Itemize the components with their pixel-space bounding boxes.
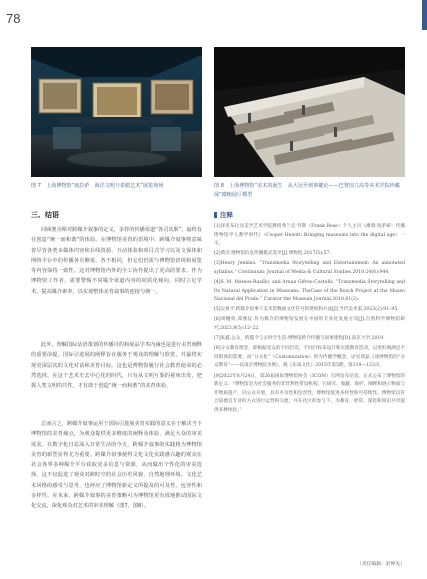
note-item-6: [6]周穗勇,郑燕仪.作为媒介的博物馆发展在中国的专业化发展方向[J].自然科学博物馆研究,2023,8(5):12–22.	[214, 317, 405, 332]
corner-mark	[422, 0, 427, 30]
note-item-2: [2]黄洋.博物馆信息传播模式选评[J].博物馆,2017(5):57.	[214, 251, 331, 257]
note-item-7: [7]张鑫.公众，跨越今与古时空生活:博物馆跨介传播与叙事建构[D].南京大学,2019.	[214, 336, 385, 342]
page-number: 78	[6, 11, 21, 26]
note-item-8: [8]分众教育理念，即根据受众的不同层次，不同目标来设计和实施教育活动，以更好地满足不同群体的需要。而“分众化”（Customization）原为传播学概念。详见郑晶《谈博物馆的“分众教育”——以南京博物院为例》，载《东南文化》2015年第5期，第119—123页。	[214, 346, 405, 369]
figure-7-caption: 图 7 上海博物馆“琉拉萨 海洋文明与希腊艺术”展览现场	[31, 183, 164, 189]
note-item-3: [3]Henry Jenkins. “Transmedia Storytelling and Entertainment: An annotated syllabus.” Continuum: Journal of Media & Cultural Studies,2010,24(6):944.	[214, 261, 405, 275]
note-item-5: [5]吴祖平.跨媒介叙事下美术馆数通文化符号的建构和方法[J].当代美术家,2023(2):91–95.	[214, 307, 399, 313]
note-item-9: [9]2022年8月24日，第26届国际博物馆协会（ICOM）官网发布信息，正式公布了博物馆的新定义：“博物馆是为社会服务的非营利性常设机构，它研究、收藏、保护、阐释和展示物质与非物质遗产，向公众开放，具有可及性和包容性，博物馆促进多样性和可持续性。博物馆以符合道德且专业的方式进行运营和交流，并在社区的参与下，为教育、欣赏、深思和知识共享提供多种体验。”	[214, 373, 405, 413]
notes-list	[214, 223, 405, 417]
figure-8-caption: 图 8 上海博物馆“美术的诞生 从大冠至到事键论——巴黎国立高等美术学院珍藏展”微缩展厅模型	[214, 183, 400, 198]
section-heading: 三、结语	[31, 211, 59, 219]
notes-heading-bar	[214, 212, 217, 218]
note-item-4: [4]S. M. Mateos-Rusillo, and Arnau Gifreu-Castells. “Transmedia Storytelling and Its Natural Application in Museums. TheCase of the Bosch Project at the Museo Nacional del Prado.” Curator the Museum Journal,2018,61(2).	[214, 280, 405, 303]
figure-7-image	[31, 47, 202, 177]
body-paragraph-3: 总而言之，跨媒介叙事运用于国际引进展美育实践的意义在于解决当下博物馆的美育痛点，为观众提供更多维度的阐释及体验，满足大众的审美需求。在数字化日益深入日常生活的今天，跨媒介叙事的实践将为博物馆美育的新型显得尤为重要。跨媒介叙事使得文化文化实践感兴趣的观众在社会各界多种媒介平台获取更多信息与资源，从而做出个性化的审美选择。这不仅促进了观众对跨时空的社会历史风貌、自然地理环境、文化艺术风格的感受与思考，也呼应了博物馆新定义所提及的可及性、包容性和多样性。在未来，跨媒介叙事的美育策略可为博物馆更有效地推动国际文化交流，深化观众对艺术的审美理解（图7、图8）。	[31, 421, 202, 510]
editor-credit: （责任编辑：赵婷先）	[357, 562, 405, 567]
body-paragraph-2: 此外，理解国际话语策划的传播目的和展品学术内涵也是进行美育阐释的重要前提。国际引进展的阐释旨在服务于观众的理解与欣赏，并最终实现更深层次的文化对话和美育目标。这也是博物馆履行社会教育使命的必然选择。在这个艺术史去中心化的时代，只有从文明互鉴的视角出发，把握人类文明的共性，才有助于创造“统一而和谐”的美育体验。	[31, 342, 202, 390]
body-paragraph-1: 回顾奥舍斯对跨媒介叙事的定义，多样的传播渠道“各司其职”，最终旨在创造“统一而和谐”的体验。在博物馆美育的语境中，跨媒介叙事则意味着尽管各类多媒体内容和在线资源、互动体验和项目式学习以及文保体和网络平台中的传播各有侧重、各不相同，但它们仍需与博物馆语境和展览等内容保持一致性。这对博物馆内外的全工协作提出了更高的要求。作为博物馆工作者，需要警惕不同媒介渠道内容的同质化倾向，同时立足学术，提高媒介素养，以实现整体美育叙事的连接与统一。	[31, 227, 203, 295]
note-item-1: [1]译见布拉达美学艺术学院教授弗兰克·罗斯（Frank Rose）个人主页《滩瑞·抚驴研：传播博物馆学人教学时代》（Cooper Hewitt: Bringing museums into the digital age）一文。	[214, 224, 405, 247]
figure-8-image	[214, 47, 405, 177]
notes-heading	[214, 210, 233, 219]
notes-heading-label: 注释	[220, 211, 233, 219]
